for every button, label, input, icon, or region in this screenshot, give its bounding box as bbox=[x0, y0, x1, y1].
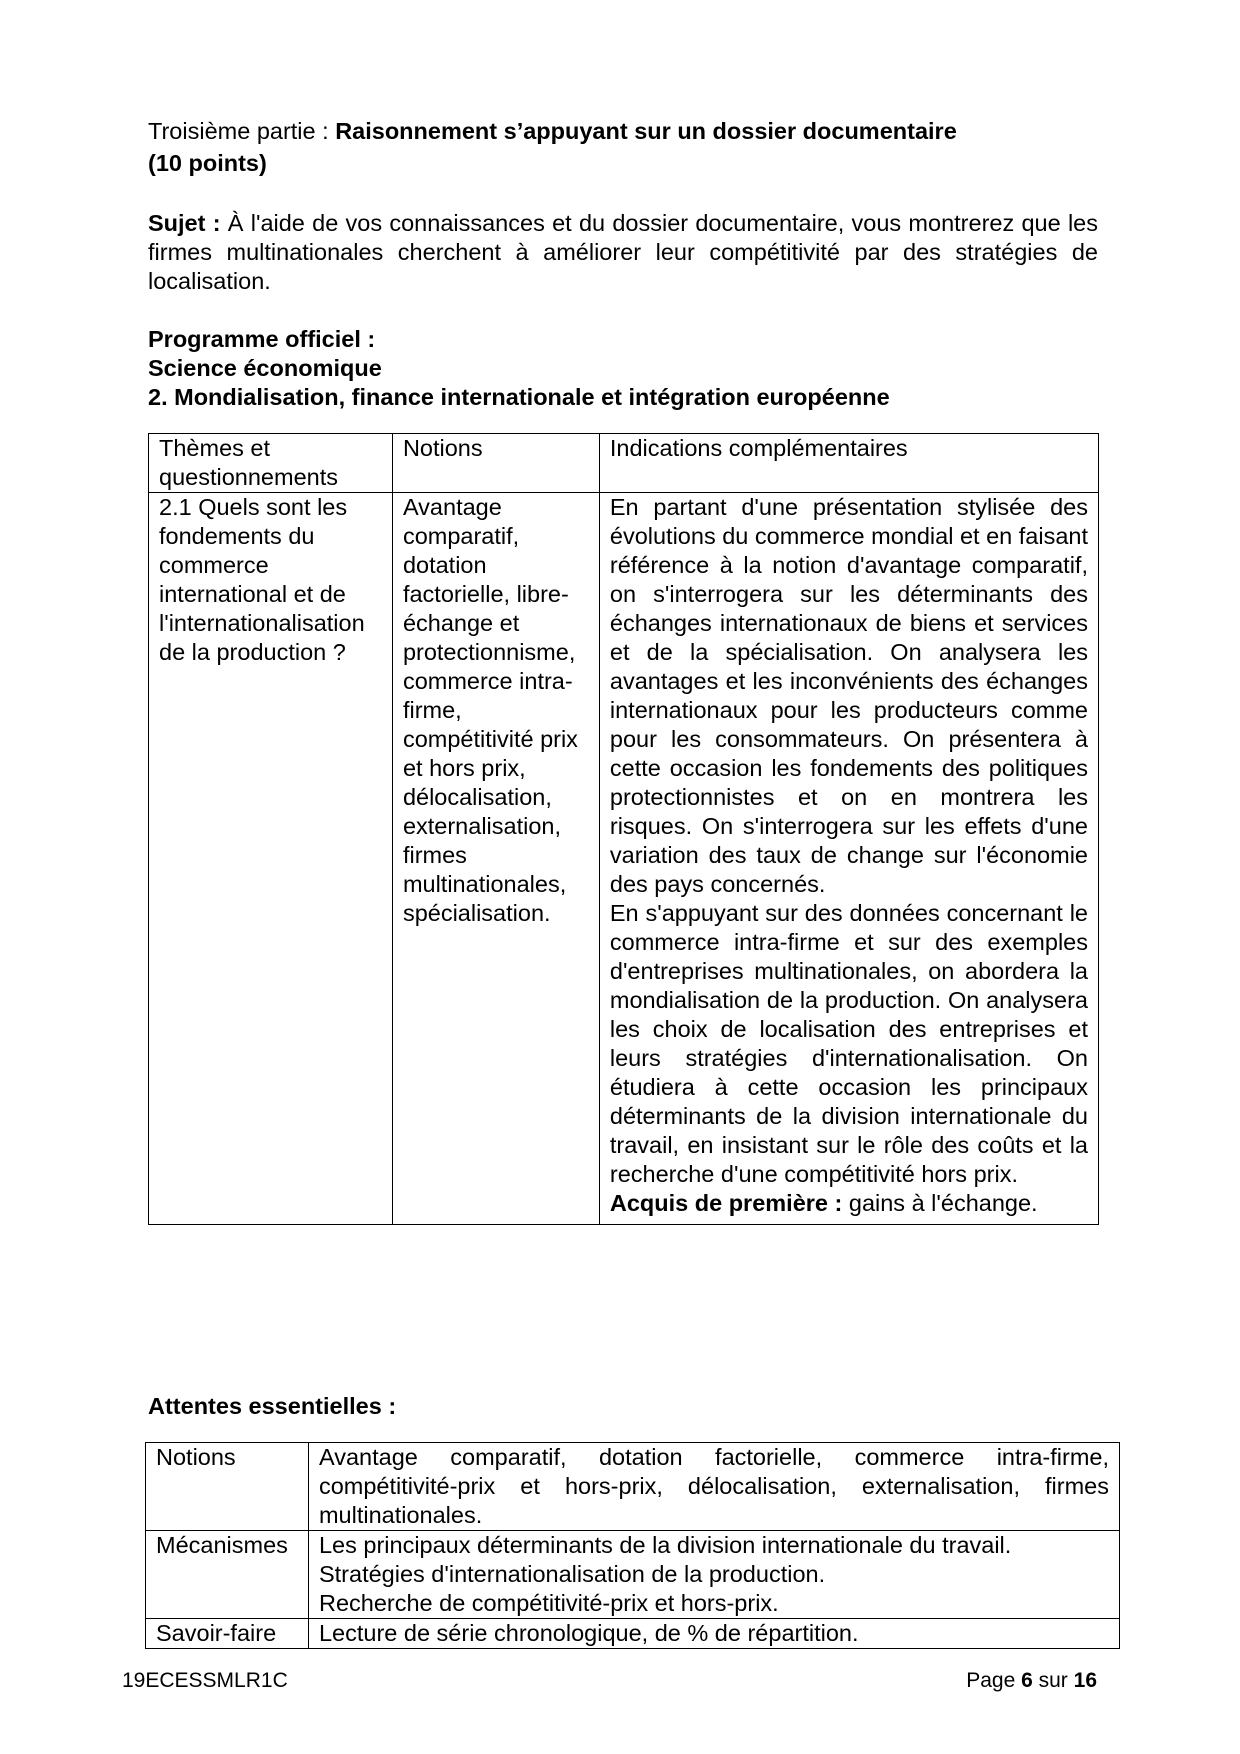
acquis-label: Acquis de première : bbox=[609, 1190, 843, 1216]
header-themes: Thèmes et questionnements bbox=[149, 434, 393, 493]
programme-line1: Programme officiel : bbox=[148, 326, 376, 352]
page-prefix: Page bbox=[966, 1669, 1022, 1692]
attentes-title bbox=[148, 1392, 1098, 1421]
indications-paragraph-1: En partant d'une présentation stylisée des évolutions du commerce mondial et en faisant référence à la notion d'avantage comparatif, on s'interrogera sur les déterminants des échanges internationaux de biens et services et de la spécialisation. On analysera les avantages et les inconvénients des échanges internationaux pour les producteurs comme pour les consommateurs. On présentera à cette occasion les fondements des politiques protectionnistes et on en montrera les risques. On s'interrogera sur les effets d'une variation des taux de change sur l'économie des pays concernés. bbox=[609, 494, 1088, 897]
programme-block bbox=[148, 325, 1098, 412]
programme-line2: Science économique bbox=[148, 355, 382, 381]
header-indications: Indications complémentaires bbox=[599, 434, 1098, 493]
header-notions: Notions bbox=[392, 434, 599, 493]
attentes-label-savoir-faire: Savoir-faire bbox=[146, 1619, 309, 1649]
mecanismes-line: Les principaux déterminants de la division internationale du travail. bbox=[318, 1532, 1012, 1558]
table-row bbox=[146, 1619, 1120, 1649]
footer-code: 19ECESSMLR1C bbox=[122, 1669, 288, 1692]
attentes-label-mecanismes: Mécanismes bbox=[146, 1531, 309, 1619]
programme-line3: 2. Mondialisation, finance internationale et intégration européenne bbox=[148, 384, 890, 410]
indications-cell bbox=[599, 493, 1098, 1225]
sujet-label: Sujet : bbox=[148, 210, 221, 236]
heading-prefix: Troisième partie : bbox=[148, 118, 336, 144]
sujet-paragraph bbox=[148, 209, 1098, 296]
table-header-row bbox=[149, 434, 1099, 493]
section-heading bbox=[148, 117, 1098, 178]
attentes-table bbox=[145, 1442, 1120, 1649]
page-num: 6 bbox=[1021, 1669, 1033, 1692]
table-row bbox=[146, 1531, 1120, 1619]
attentes-mecanismes-text bbox=[308, 1531, 1119, 1619]
heading-title: Raisonnement s’appuyant sur un dossier documentaire bbox=[335, 118, 957, 144]
page-mid: sur bbox=[1032, 1669, 1074, 1692]
heading-points: (10 points) bbox=[148, 150, 267, 176]
notions-cell: Avantage comparatif, dotation factorielle, libre-échange et protectionnisme, commerce intra-firme, compétitivité prix et hors prix, délocalisation, externalisation, firmes multinationales, spécialisation. bbox=[392, 493, 599, 1225]
table-row bbox=[146, 1443, 1120, 1531]
attentes-label-notions: Notions bbox=[146, 1443, 309, 1531]
attentes-savoir-faire-text: Lecture de série chronologique, de % de répartition. bbox=[308, 1619, 1119, 1649]
attentes-notions-text: Avantage comparatif, dotation factorielle, commerce intra-firme, compétitivité-prix et hors-prix, délocalisation, externalisation, firmes multinationales. bbox=[308, 1443, 1119, 1531]
programme-table bbox=[148, 433, 1099, 1225]
footer-page-number bbox=[966, 1666, 1097, 1695]
mecanismes-line: Stratégies d'internationalisation de la production. bbox=[318, 1561, 826, 1587]
indications-paragraph-2: En s'appuyant sur des données concernant le commerce intra-firme et sur des exemples d'entreprises multinationales, on abordera la mondialisation de la production. On analysera les choix de localisation des entreprises et leurs stratégies d'internationalisation. On étudiera à cette occasion les principaux déterminants de la division internationale du travail, en insistant sur le rôle des coûts et la recherche d'une compétitivité hors prix. bbox=[609, 900, 1088, 1187]
theme-cell: 2.1 Quels sont les fondements du commerce international et de l'internationalisation de la production ? bbox=[149, 493, 393, 1225]
page-total: 16 bbox=[1073, 1669, 1097, 1692]
table-row bbox=[149, 493, 1099, 1225]
attentes-title-text: Attentes essentielles : bbox=[148, 1393, 397, 1419]
sujet-text: À l'aide de vos connaissances et du dossier documentaire, vous montrerez que les firmes multinationales cherchent à améliorer leur compétitivité par des stratégies de localisation. bbox=[148, 210, 1098, 294]
acquis-text: gains à l'échange. bbox=[842, 1190, 1038, 1216]
mecanismes-line: Recherche de compétitivité-prix et hors-prix. bbox=[318, 1590, 779, 1616]
